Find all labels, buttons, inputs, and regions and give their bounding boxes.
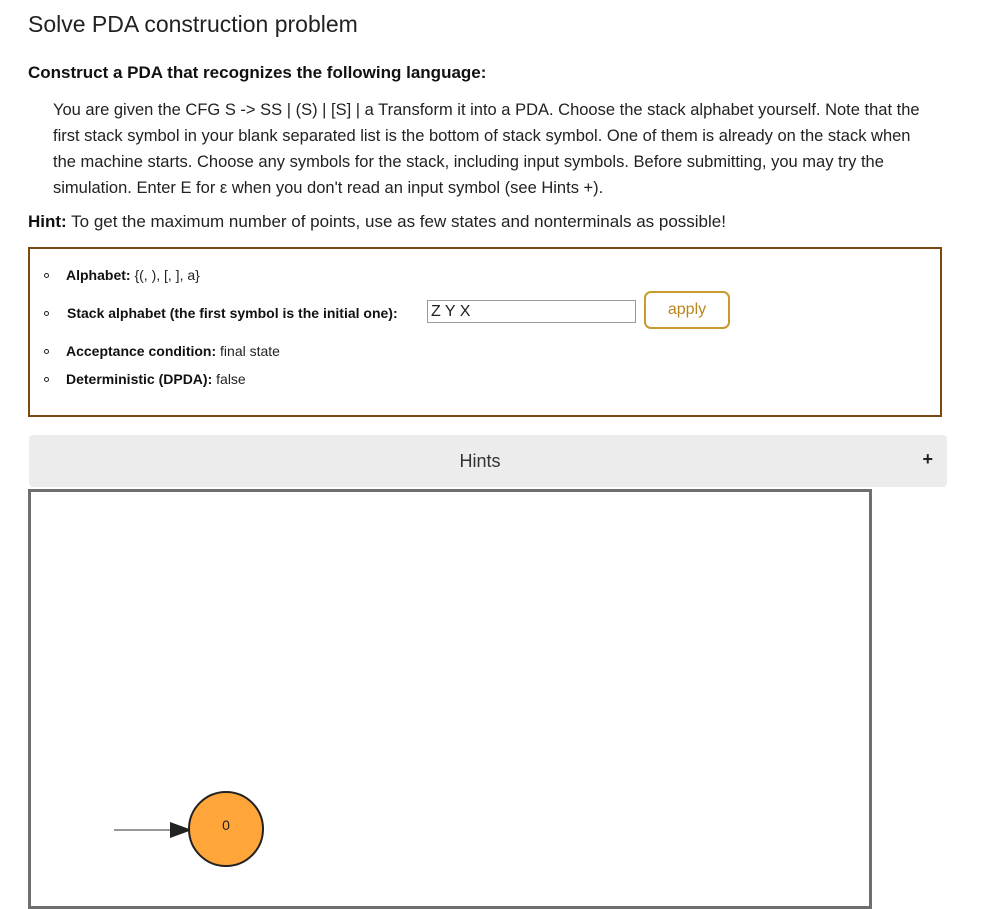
bullet-icon	[44, 377, 49, 382]
deterministic-label: Deterministic (DPDA):	[66, 371, 213, 387]
page-title: Solve PDA construction problem	[28, 11, 358, 37]
pda-properties-box	[28, 247, 942, 417]
problem-description: You are given the CFG S -> SS | (S) | [S] | a Transform it into a PDA. Choose the stack alphabet yourself. Note that the first stack symbol in your blank separated list is the bottom of stack symbol. One of them is already on the stack when the machine starts. Choose any symbols for the stack, including input symbols. Before submitting, you may try the simulation. Enter E for ε when you don't read an input symbol (see Hints +).	[53, 101, 920, 197]
stack-alphabet-label: Stack alphabet (the first symbol is the initial one):	[67, 305, 398, 321]
pda-editor-canvas[interactable]	[28, 489, 872, 909]
apply-button[interactable]: apply	[644, 291, 730, 329]
pda-diagram[interactable]	[28, 489, 872, 909]
expand-plus-icon[interactable]: +	[922, 449, 933, 469]
bullet-icon	[44, 349, 49, 354]
stack-alphabet-input[interactable]	[427, 300, 636, 323]
hint-line	[28, 212, 726, 232]
alphabet-label: Alphabet:	[66, 267, 131, 283]
hints-toggle-bar[interactable]	[29, 435, 947, 487]
hint-text: To get the maximum number of points, use as few states and nonterminals as possible!	[66, 212, 726, 231]
acceptance-value: final state	[220, 343, 280, 359]
problem-heading: Construct a PDA that recognizes the following language:	[28, 63, 487, 82]
bullet-icon	[44, 311, 49, 316]
state-label: 0	[222, 817, 230, 833]
deterministic-value: false	[216, 371, 246, 387]
alphabet-value: {(, ), [, ], a}	[134, 267, 200, 283]
bullet-icon	[44, 273, 49, 278]
acceptance-label: Acceptance condition:	[66, 343, 217, 359]
hints-label: Hints	[459, 451, 501, 471]
hint-label: Hint:	[28, 212, 67, 231]
